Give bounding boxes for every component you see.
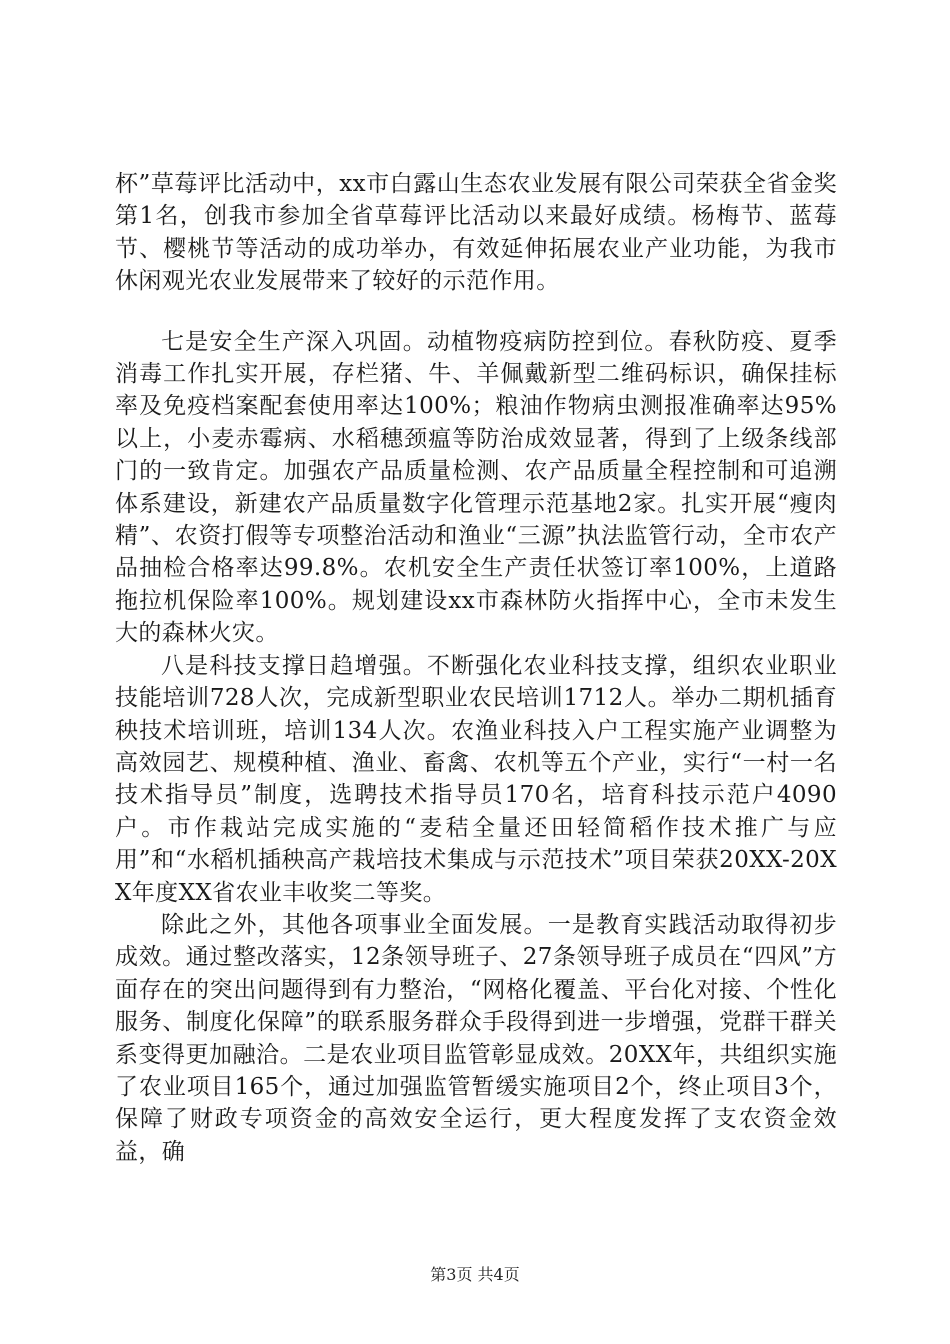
paragraph-gap xyxy=(115,298,837,326)
document-body xyxy=(115,168,837,1168)
paragraph-safety-production: 七是安全生产深入巩固。动植物疫病防控到位。春秋防疫、夏季消毒工作扎实开展，存栏猪、牛、羊佩戴新型二维码标识，确保挂标率及免疫档案配套使用率达100%；粮油作物病虫测报准确率达95%以上，小麦赤霉病、水稻穗颈瘟等防治成效显著，得到了上级条线部门的一致肯定。加强农产品质量检测、农产品质量全程控制和可追溯体系建设，新建农产品质量数字化管理示范基地2家。扎实开展“瘦肉精”、农资打假等专项整治活动和渔业“三源”执法监管行动，全市农产品抽检合格率达99.8%。农机安全生产责任状签订率100%，上道路拖拉机保险率100%。规划建设xx市森林防火指挥中心，全市未发生大的森林火灾。 xyxy=(115,328,837,647)
paragraph-tech-support: 八是科技支撑日趋增强。不断强化农业科技支撑，组织农业职业技能培训728人次，完成新型职业农民培训1712人。举办二期机插育秧技术培训班，培训134人次。农渔业科技入户工程实施产业调整为高效园艺、规模种植、渔业、畜禽、农机等五个产业，实行“一村一名技术指导员”制度，选聘技术指导员170名，培育科技示范户4090户。市作栽站完成实施的“麦秸全量还田轻简稻作技术推广与应用”和“水稻机插秧高产栽培技术集成与示范技术”项目荣获20XX-20XX年度XX省农业丰收奖二等奖。 xyxy=(115,652,837,906)
paragraph-strawberry-award: 杯”草莓评比活动中，xx市白露山生态农业发展有限公司荣获全省金奖第1名，创我市参加全省草莓评比活动以来最好成绩。杨梅节、蓝莓节、樱桃节等活动的成功举办，有效延伸拓展农业产业功能，为我市休闲观光农业发展带来了较好的示范作用。 xyxy=(115,171,837,295)
paragraph-other-developments: 除此之外，其他各项事业全面发展。一是教育实践活动取得初步成效。通过整改落实，12条领导班子、27条领导班子成员在“四风”方面存在的突出问题得到有力整治，“网格化覆盖、平台化对接、个性化服务、制度化保障”的联系服务群众手段得到进一步增强，党群干群关系变得更加融洽。二是农业项目监管彰显成效。20XX年，共组织实施了农业项目165个，通过加强监管暂缓实施项目2个，终止项目3个，保障了财政专项资金的高效安全运行，更大程度发挥了支农资金效益，确 xyxy=(115,911,837,1165)
page-number-footer: 第3页 共4页 xyxy=(430,1265,520,1284)
